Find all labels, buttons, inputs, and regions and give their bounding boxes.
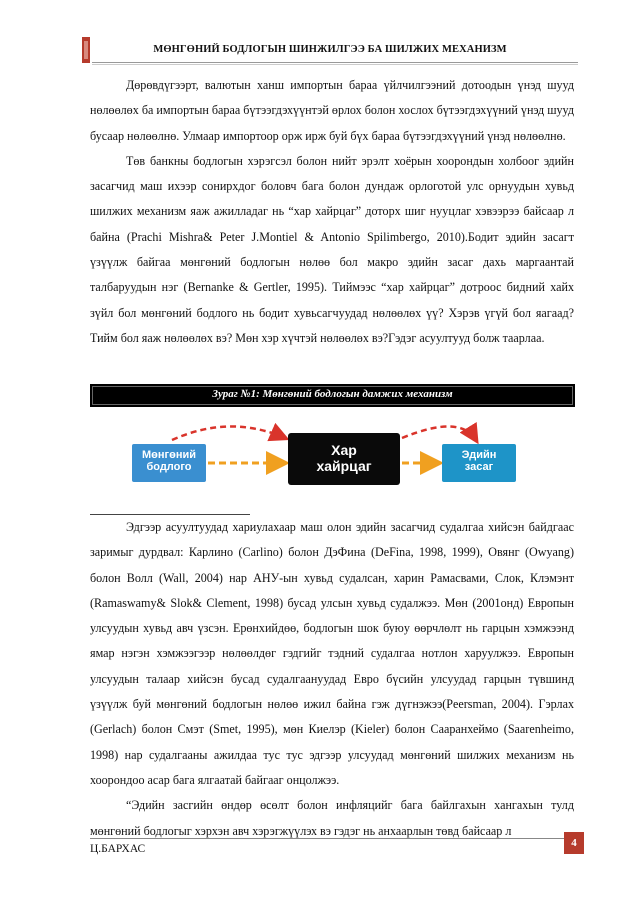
box-label: Хар: [331, 442, 357, 458]
paragraph: Дөрөвдүгээрт, валютын ханш импортын бараа үйлчилгээний дотоодын үнэд шууд нөлөөлөх ба импортын бараа бүтээгдэхүүнтэй өрлох болон хослох бүтээгдэхүүний үнэд шууд бусаар нөлөөлнө. Улмаар импортоор орж ирж буй бүх бараа бүтээгдэхүүний үнэд нөлөөлнө.: [90, 78, 574, 143]
paragraph: Эдгээр асуултуудад хариулахаар маш олон эдийн засагчид судалгаа хийсэн байдгаас заримыг дурдвал: Карлино (Carlino) болон ДэФина (DeFina, 1998, 1999), Овянг (Owyang) болон Волл (Wall, 2004) нар АНУ-ын хувьд судалсан, харин Рамасвами, Слок, Клэмэнт (Ramaswamy& Slok& Clement, 1998) бусад улсын хувьд судалжээ. Мөн (2001онд) Европын улсуудын хувьд авч үзсэн. Ерөнхийдөө, бодлогын шок буюу өөрчлөлт нь гарцын хэмжээнд ямар нэгэн хэмжээгээр нөлөөлдөг гэдгийг тэдний судалгаа нотлон харуулжээ. Европын улсуудын талаар хийсэн бусад судалгаануудад Евро бүсийн улсуудад гарцын түвшинд үзүүлж буй мөнгөний бодлогын нөлөө ижил байна гэж дүгнэжээ(Peersman, 2004). Гэрлах (Gerlach) болон Смэт (Smet, 1995), мөн Киелэр (Kieler) болон Саарaнхеймо (Saarenheimo, 1998) нар судалгааны ажилдаа тус тус эдгээр улсуудад мөнгөний шилжих механизм нь хоорондоо асар бага ялгаатай байгааг онцолжээ.: [90, 520, 574, 787]
header-divider: [92, 62, 578, 63]
box-label: Эдийн: [461, 449, 497, 461]
paragraph: Төв банкны бодлогын хэрэгсэл болон нийт эрэлт хоёрын хоорондын холбоог эдийн засагчид маш ихээр сонирхдог боловч бага болон дундаж орлоготой улс орнуудын хувьд шилжих механизм яаж ажилладаг нь “хар хайрцаг” доторх шиг нууцлаг хэвээрээ байсаар л байна (Prachi Mishra& Peter J.Montiel & Antonio Spilimbergo, 2010).Бодит эдийн засагт үзүүлж байгаа мөнгөний бодлогын нөлөө бол макро эдийн засаг дахь маргаантай талбаруудын нэг (Bernanke & Gertler, 1995). Тиймээс “хар хайрцаг” дотроос бидний хайх зүйл бол мөнгөний бодлого нь бодит хувьсагчуудад нөлөөлөх үү? Хэрэв үгүй бол яагаад? Тийм бол яаж нөлөөлөх вэ? Мөн хэр хүчтэй нөлөөлөх вэ?Гэдэг асуултууд болж таарлаа.: [90, 153, 574, 345]
body-text-bottom: [90, 515, 574, 844]
curved-arrow-left: [172, 426, 285, 440]
curved-arrow-right: [402, 426, 476, 440]
box-label: бодлого: [146, 461, 192, 473]
paragraph: “Эдийн засгийн өндөр өсөлт болон инфляцийг бага байлгахын хангахын тулд мөнгөний бодлогыг хэрхэн авч хэрэгжүүлэх вэ гэдэг нь анхаарлын төвд байсаар л: [90, 798, 574, 838]
transmission-diagram: [90, 410, 575, 510]
figure-caption: Зураг №1: Мөнгөний бодлогын дамжих механизм: [212, 388, 453, 400]
monetary-policy-box: [132, 444, 206, 482]
header-logo-mark: [82, 37, 90, 63]
header-divider-secondary: [92, 64, 578, 65]
footer-divider: [90, 838, 578, 839]
economy-box: [442, 444, 516, 482]
running-header-title: МӨНГӨНИЙ БОДЛОГЫН ШИНЖИЛГЭЭ БА ШИЛЖИХ МЕХАНИЗМ: [153, 44, 507, 55]
box-label: засаг: [464, 461, 494, 473]
footer-author: Ц.БАРХАС: [90, 843, 146, 855]
box-label: Мөнгөний: [142, 449, 196, 461]
black-box: [288, 433, 400, 485]
box-label: хайрцаг: [316, 458, 372, 474]
body-text-top: [90, 73, 574, 351]
page-number: 4: [564, 832, 584, 854]
figure-caption-bar: [90, 384, 575, 407]
